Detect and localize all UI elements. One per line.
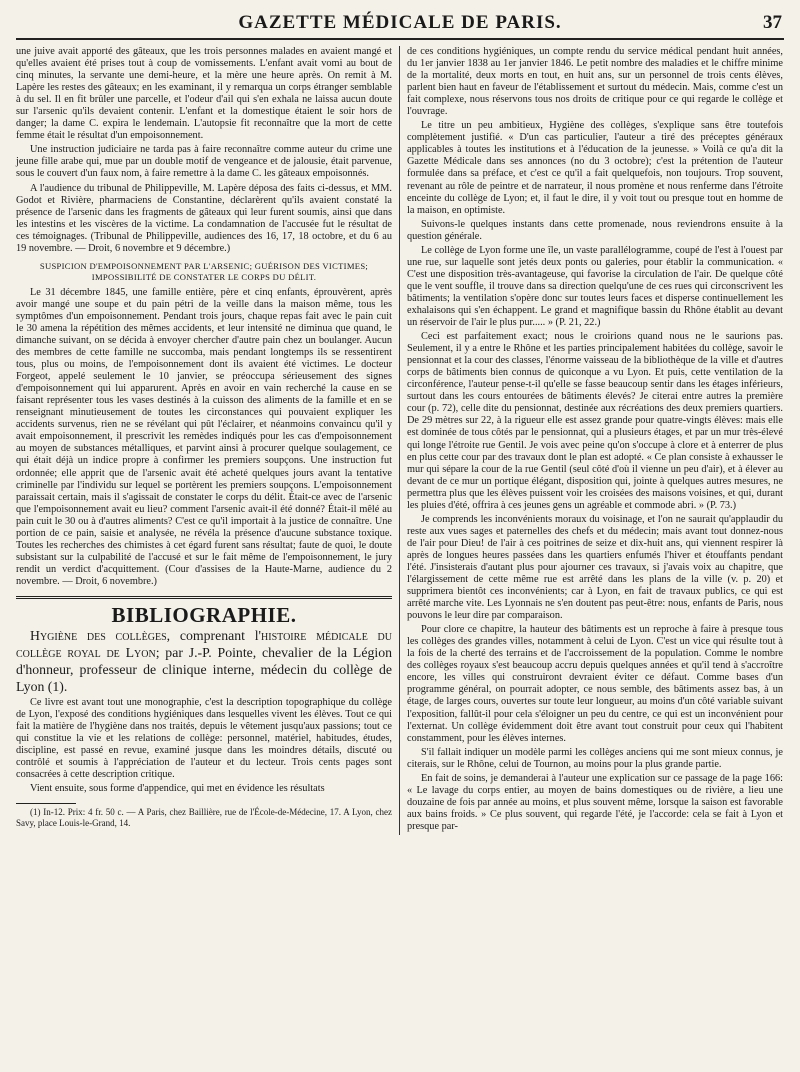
footnote-rule xyxy=(16,803,76,804)
paragraph: A l'audience du tribunal de Philippeville, M. Lapère déposa des faits ci-dessus, et MM. Godot et Rivière, pharmaciens de Constantine, déclarèrent qu'ils avaient constaté la présence de l'arsenic dans les fragments de gâteaux qui leur furent soumis, ainsi que dans les intestins et les viscères de la victime. La condamnation de l'accusée fut le résultat de ces témoignages. (Tribunal de Philippeville, audiences des 16, 17, 18 octobre, et du 6 au 19 novembre. — Droit, 6 novembre et 9 décembre.) xyxy=(16,182,392,254)
paragraph: Le 31 décembre 1845, une famille entière, père et cinq enfants, éprouvèrent, après avoir mangé une soupe et du pain pétri de la veille dans la maison même, tous les symptômes d'un empoisonnement. Pendant trois jours, chaque repas fait avec le pain cuit le 30 amena la répétition des mêmes accidents, et leur intensité ne diminua que quand, le dimanche suivant, on se décida à envoyer chercher d'autre pain chez un boulanger. Aucun des membres de cette famille ne succomba, mais pendant longtemps ils se ressentirent tous, plus ou moins, de l'empoisonnement dont ils avaient été victimes. Le docteur Forgeot, appelé seulement le 10 janvier, se préoccupa sérieusement des signes d'empoisonnement qui lui apparurent. Après en avoir en vain recherché la cause en se faisant représenter tous les vases destinés à la cuisson des aliments de la famille et en se renseignant minutieusement de toutes les circonstances qui pouvaient expliquer les accidents survenus, rien ne se révélant qui pût l'éclairer, et néanmoins convaincu qu'il y avait empoisonnement, il prescrivit les remèdes indiqués pour les cas d'empoisonnement au moyen de substances métalliques, et parvint ainsi à procurer quelque soulagement, ce qui était déjà un indice propre à confirmer les premiers soupçons. Une instruction fut ordonnée; elle apprit que de l'arsenic avait été acheté quelques jours avant la tentative criminelle par l'individu sur lequel se portèrent les premiers soupçons. L'empoisonnement paraissait certain, mais il s'agissait de constater le corps du délit. Était-ce avec de l'arsenic que l'empoisonnement avait eu lieu? comment l'arsenic avait-il été donné? Était-il mêlé au pain cuit le 30 ou à d'autres aliments? C'est ce qu'il importait à la justice de connaître. Une portion de ce pain, saisie et analysée, ne révéla la présence d'aucune substance toxique. Toutes les recherches des chimistes à cet égard furent sans résultat; faute de quoi, le doute subsistant sur la culpabilité de l'accusé et sur le fait même de l'empoisonnement, le jury rendit un verdict d'acquittement. (Cour d'assises de la Haute-Marne, audience du 2 novembre. — Droit, 6 novembre.) xyxy=(16,286,392,587)
journal-title: GAZETTE MÉDICALE DE PARIS. xyxy=(238,12,562,33)
paragraph: Pour clore ce chapitre, la hauteur des bâtiments est un reproche à faire à presque tous les collèges des grandes villes, notamment à celui de Lyon. C'est un vice qui résulte tout à la fois de la cherté des terrains et de l'accroissement de la population. Comme le nombre des collèges royaux s'est beaucoup accru depuis quelques années et qu'il tend à s'accroître encore, les villes qui construiront devraient éviter ce défaut. Comme bases d'un programme général, on pourrait adopter, ce nous semble, des bâtiments assez bas, à un étage, de larges cours, ouvertes sur toute leur longueur, au moins d'un côté variable suivant l'exposition, fallût-il pour cela s'éloigner un peu du centre, ce qui est un inconvénient pour l'externat. Un collège évidemment doit être avant tout construit pour ceux qui l'habitent constamment, pour les élèves internes. xyxy=(407,624,783,744)
column-divider xyxy=(399,46,400,835)
paragraph: une juive avait apporté des gâteaux, que les trois personnes malades en avaient mangé et qu'elles avaient été prises tout à coup de vomissements. L'enfant avait vomi au bout de cinq minutes, la servante une demi-heure, et la mère une heure après. On remit à M. Lapère les restes des gâteaux; en les examinant, il y remarqua un corps étranger semblable à du sel. Il en fit brûler une parcelle, et l'odeur d'ail qui s'en exhala ne laissa aucun doute sur l'arsenic qu'ils devaient contenir. L'enfant et la domestique étaient le soir hors de danger; la dame C. expira le lendemain. L'autopsie fit reconnaître que la mort de cette femme était le résultat d'un empoisonnement. xyxy=(16,46,392,142)
paragraph: de ces conditions hygiéniques, un compte rendu du service médical pendant huit années, du 1er janvier 1838 au 1er janvier 1846. Le petit nombre des maladies et le chiffre minime de la mortalité, deux morts en tout, en huit ans, sur un personnel de trois cents élèves, parlent bien haut en faveur de l'établissement et surtout du médecin. Mais, comme c'est un fait complexe, nous réservons tous nos droits de critique pour ce qui regarde le collège et l'ouvrage. xyxy=(407,46,783,118)
paragraph: Ceci est parfaitement exact; nous le croirions quand nous ne le saurions pas. Seulement, il y a entre le Rhône et les parties principalement habitées du collège, savoir le pensionnat et la cour des classes, l'énorme vaisseau de la bibliothèque de la ville et d'autres corps de bâtiments bien connus de quiconque a vu Lyon. Et puis, cette ventilation de la circonférence, l'auteur pense-t-il qu'elle se fasse beaucoup sentir dans les étages inférieurs, surtout dans les cours entourées de bâtiments élevés? Je citerai entre autres la première cour (p. 72), celle dite du pensionnat, destinée aux récréations des deux premiers quartiers. De 29 mètres sur 22, à la rigueur elle est assez grande pour quatre-vingts élèves: mais elle est dominée de tous côtés par le pensionnat, qui a plusieurs étages, et par un mur très-élevé qui longe l'étroite rue Gentil. Je vois avec peine qu'on s'occupe à clore et à enterrer de plus en plus cette cour par des travaux dont le plan est adopté. « Ce plan consiste à exhausser le mur qui sépare la cour de la rue Gentil (seul côté d'où il vienne un peu d'air), et à élever au devant de ce mur un portique élégant, disposition qui, jointe à quelques autres mesures, ne permettra plus que les élèves puissent voir les croisées des maisons voisines, et qui, durant les pluies d'été, offrira à ces jeunes gens un agréable et commode abri. » (P. 73.) xyxy=(407,331,783,511)
paragraph: Suivons-le quelques instants dans cette promenade, nous reviendrons ensuite à la question générale. xyxy=(407,218,783,242)
case-subheading: SUSPICION D'EMPOISONNEMENT PAR L'ARSENIC; GUÉRISON DES VICTIMES; IMPOSSIBILITÉ DE CONSTATER LE CORPS DU DÉLIT. xyxy=(39,260,369,282)
book-title: Hygiène des collèges, xyxy=(30,628,171,644)
paragraph: S'il fallait indiquer un modèle parmi les collèges anciens qui me sont mieux connus, je citerais, sur le Rhône, celui de Tournon, au moins pour la plus grande partie. xyxy=(407,746,783,770)
book-subtitle: histoire médicale du collège royal de Lyon xyxy=(16,628,393,661)
article-columns xyxy=(16,46,784,835)
section-divider xyxy=(16,596,392,599)
page-header xyxy=(16,10,784,40)
bibliography-heading: BIBLIOGRAPHIE. xyxy=(111,602,297,627)
paragraph: Vient ensuite, sous forme d'appendice, qui met en évidence les résultats xyxy=(30,783,325,795)
paragraph: En fait de soins, je demanderai à l'auteur une explication sur ce passage de la page 166: « Le lavage du corps entier, au moyen de bains domestiques ou de rivière, a lieu une douzaine de fois par année au moins, et plus souvent même, lorsque la saison est favorable aux bains froids. » Ce plus souvent, qui regarde l'été, je l'accorde: cela se fait à Lyon et presque par- xyxy=(407,772,783,832)
paragraph: Une instruction judiciaire ne tarda pas à faire reconnaître comme auteur du crime une jeune fille arabe qui, mue par un double motif de vengeance et de jalousie, était parvenue, sous le couvert d'un faux nom, à faire remettre à la dame C. les gâteaux empoisonnés. xyxy=(16,144,392,180)
paragraph: Je comprends les inconvénients moraux du voisinage, et l'on ne saurait qu'applaudir du reste aux vues sages et paternelles des chefs et du médecin; mais avant tout donnez-nous de l'air pour Dieu! de l'air à ces poitrines de seize et dix-huit ans, qui viennent respirer là après de longues heures passées dans les quartiers enfumés l'hiver et étouffants pendant l'été. J'insisterais d'autant plus pour ajourner ces travaux, si j'avais voix au chapitre, que l'élargissement de cette même rue est arrêté dans les plans de la ville (v. p. 20) et supprimera bientôt ces inconvénients; car à Lyon, en fait de travaux publics, ce qui est arrêté marche vite. Les Lyonnais ne s'en doutent pas peut-être: nous, enfants de Paris, nous pouvons le leur dire par comparaison. xyxy=(407,513,783,622)
left-column xyxy=(16,46,392,835)
paragraph: Le collège de Lyon forme une île, un vaste parallélogramme, coupé de l'est à l'ouest par une rue, sur laquelle sont jetés deux ponts ou galeries, pour établir la communication. « C'est une disposition très-avantageuse, qui favorise la circulation de l'air. De quelque côté que le vent souffle, il trouve dans sa direction quelqu'une de ces rues qui circonscrivent les bâtiments; la ventilation s'opère donc sur toutes leurs faces et disperse continuellement les exhalaisons qui s'en échappent. Le grand et magnifique bassin du Rhône établit au devant un réservoir de l'air le plus pur..... » (P. 21, 22.) xyxy=(407,244,783,329)
right-column xyxy=(407,46,783,835)
footnote: (1) In-12. Prix: 4 fr. 50 c. — A Paris, chez Baillière, rue de l'École-de-Médecine, 17. A Lyon, chez Savy, place Louis-le-Grand, 14. xyxy=(16,807,392,829)
paragraph: Ce livre est avant tout une monographie, c'est la description topographique du collège de Lyon, l'exposé des conditions hygiéniques dans lesquelles vivent les élèves. Tout ce qui fait la matière de l'hygiène dans nos traités, depuis le vêtement jusqu'aux passions; tout ce qui constitue la vie et les relations de collège: personnel, matériel, habitudes, études, discipline, est passé en revue, examiné jusque dans les moindres détails, discuté ou contrôlé et soumis à l'appréciation de l'auteur et du lecteur. Trois cents pages sont consacrées à cette description critique. xyxy=(16,697,392,781)
book-title-text: comprenant l' xyxy=(170,628,262,644)
book-citation xyxy=(16,627,392,695)
paragraph: Le titre un peu ambitieux, Hygiène des collèges, s'explique sans être toutefois complètement justifié. « D'un cas particulier, l'auteur a tiré des préceptes généraux applicables à toutes les institutions et à l'éducation de la jeunesse. » Voilà ce qu'a dit la Gazette Médicale dans ses annonces (no du 3 octobre); c'est la prétention de l'auteur formulée dans sa préface, et c'est ce qu'il a fait quelquefois, non toujours. Trop souvent, revenant au rôle de peintre et de narrateur, il nous promène et nous renferme dans l'étroite enceinte du collège de Lyon; et, il faut le dire, il y voit tout ou presque tout en homme de la maison, en optimiste. xyxy=(407,120,783,216)
book-author: ; par J.-P. Pointe, chevalier de la Légion d'honneur, professeur de clinique interne, médecin du collège de Lyon (1). xyxy=(16,645,393,695)
page-number: 37 xyxy=(763,12,782,33)
